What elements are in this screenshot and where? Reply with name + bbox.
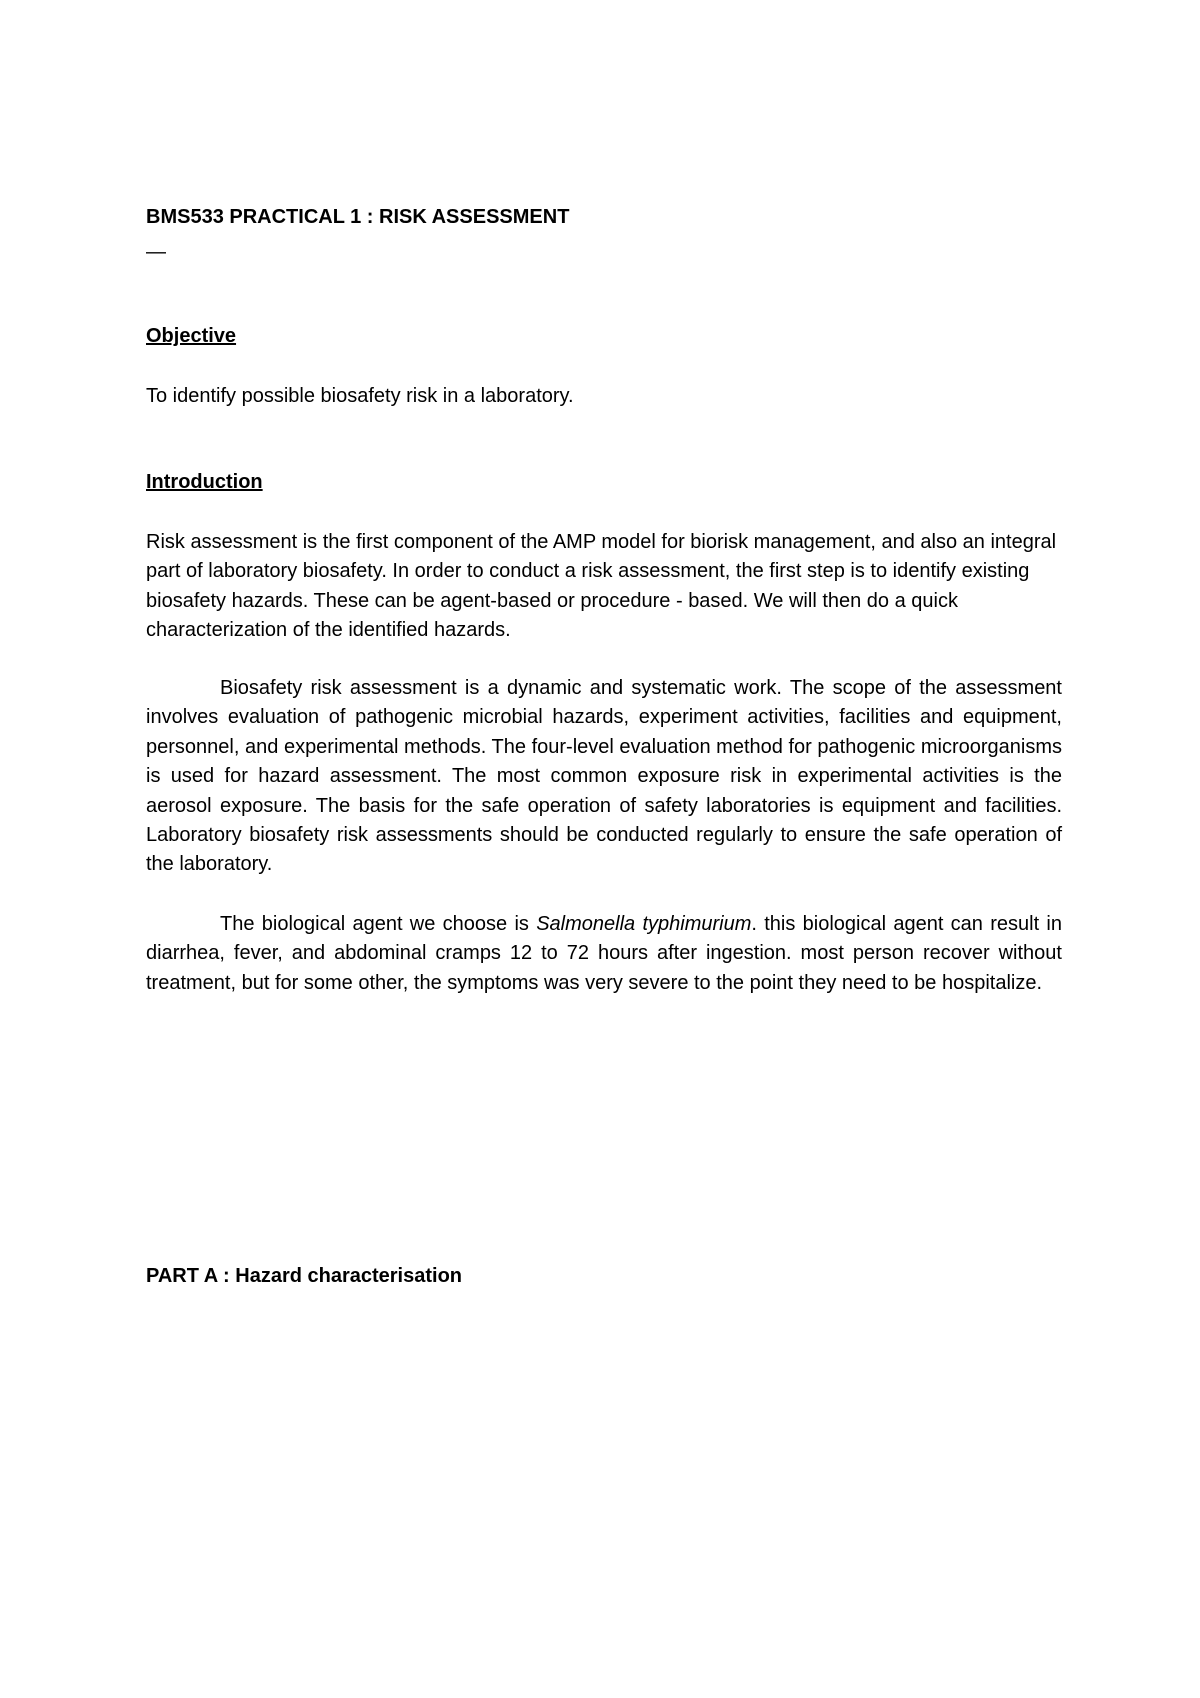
objective-text: To identify possible biosafety risk in a laboratory.	[146, 385, 574, 407]
objective-heading: Objective	[146, 325, 237, 347]
paragraph-3-trailing-text: . this biological agent can result in diarrhea, fever, and abdominal cramps 12 to 72 hours after ingestion. most person recover without treatment, but for some other, the symptoms was very severe to the point they need to be hospitalize.	[146, 913, 1063, 994]
title-rule: —	[146, 241, 166, 263]
introduction-paragraph-2: Biosafety risk assessment is a dynamic and systematic work. The scope of the assessment involves evaluation of pathogenic microbial hazards, experiment activities, facilities and equipment, personnel, and experimental methods. The four-level evaluation method for pathogenic microorganisms is used for hazard assessment. The most common exposure risk in experimental activities is the aerosol exposure. The basis for the safe operation of safety laboratories is equipment and facilities. Laboratory biosafety risk assessments should be conducted regularly to ensure the safe operation of the laboratory.	[146, 677, 1062, 876]
paragraph-3-lead-text: The biological agent we choose is	[220, 913, 537, 935]
introduction-paragraph-3	[146, 910, 1062, 998]
introduction-paragraph-1: Risk assessment is the first component of the AMP model for biorisk management, and also an integral part of laboratory biosafety. In order to conduct a risk assessment, the first step is to identify existing biosafety hazards. These can be agent-based or procedure - based. We will then do a quick characterization of the identified hazards.	[146, 531, 1057, 642]
biological-agent-name: Salmonella typhimurium	[536, 913, 752, 935]
introduction-heading: Introduction	[146, 471, 263, 493]
document-title: BMS533 PRACTICAL 1 : RISK ASSESSMENT	[146, 206, 570, 228]
part-a-heading: PART A : Hazard characterisation	[146, 1265, 463, 1287]
